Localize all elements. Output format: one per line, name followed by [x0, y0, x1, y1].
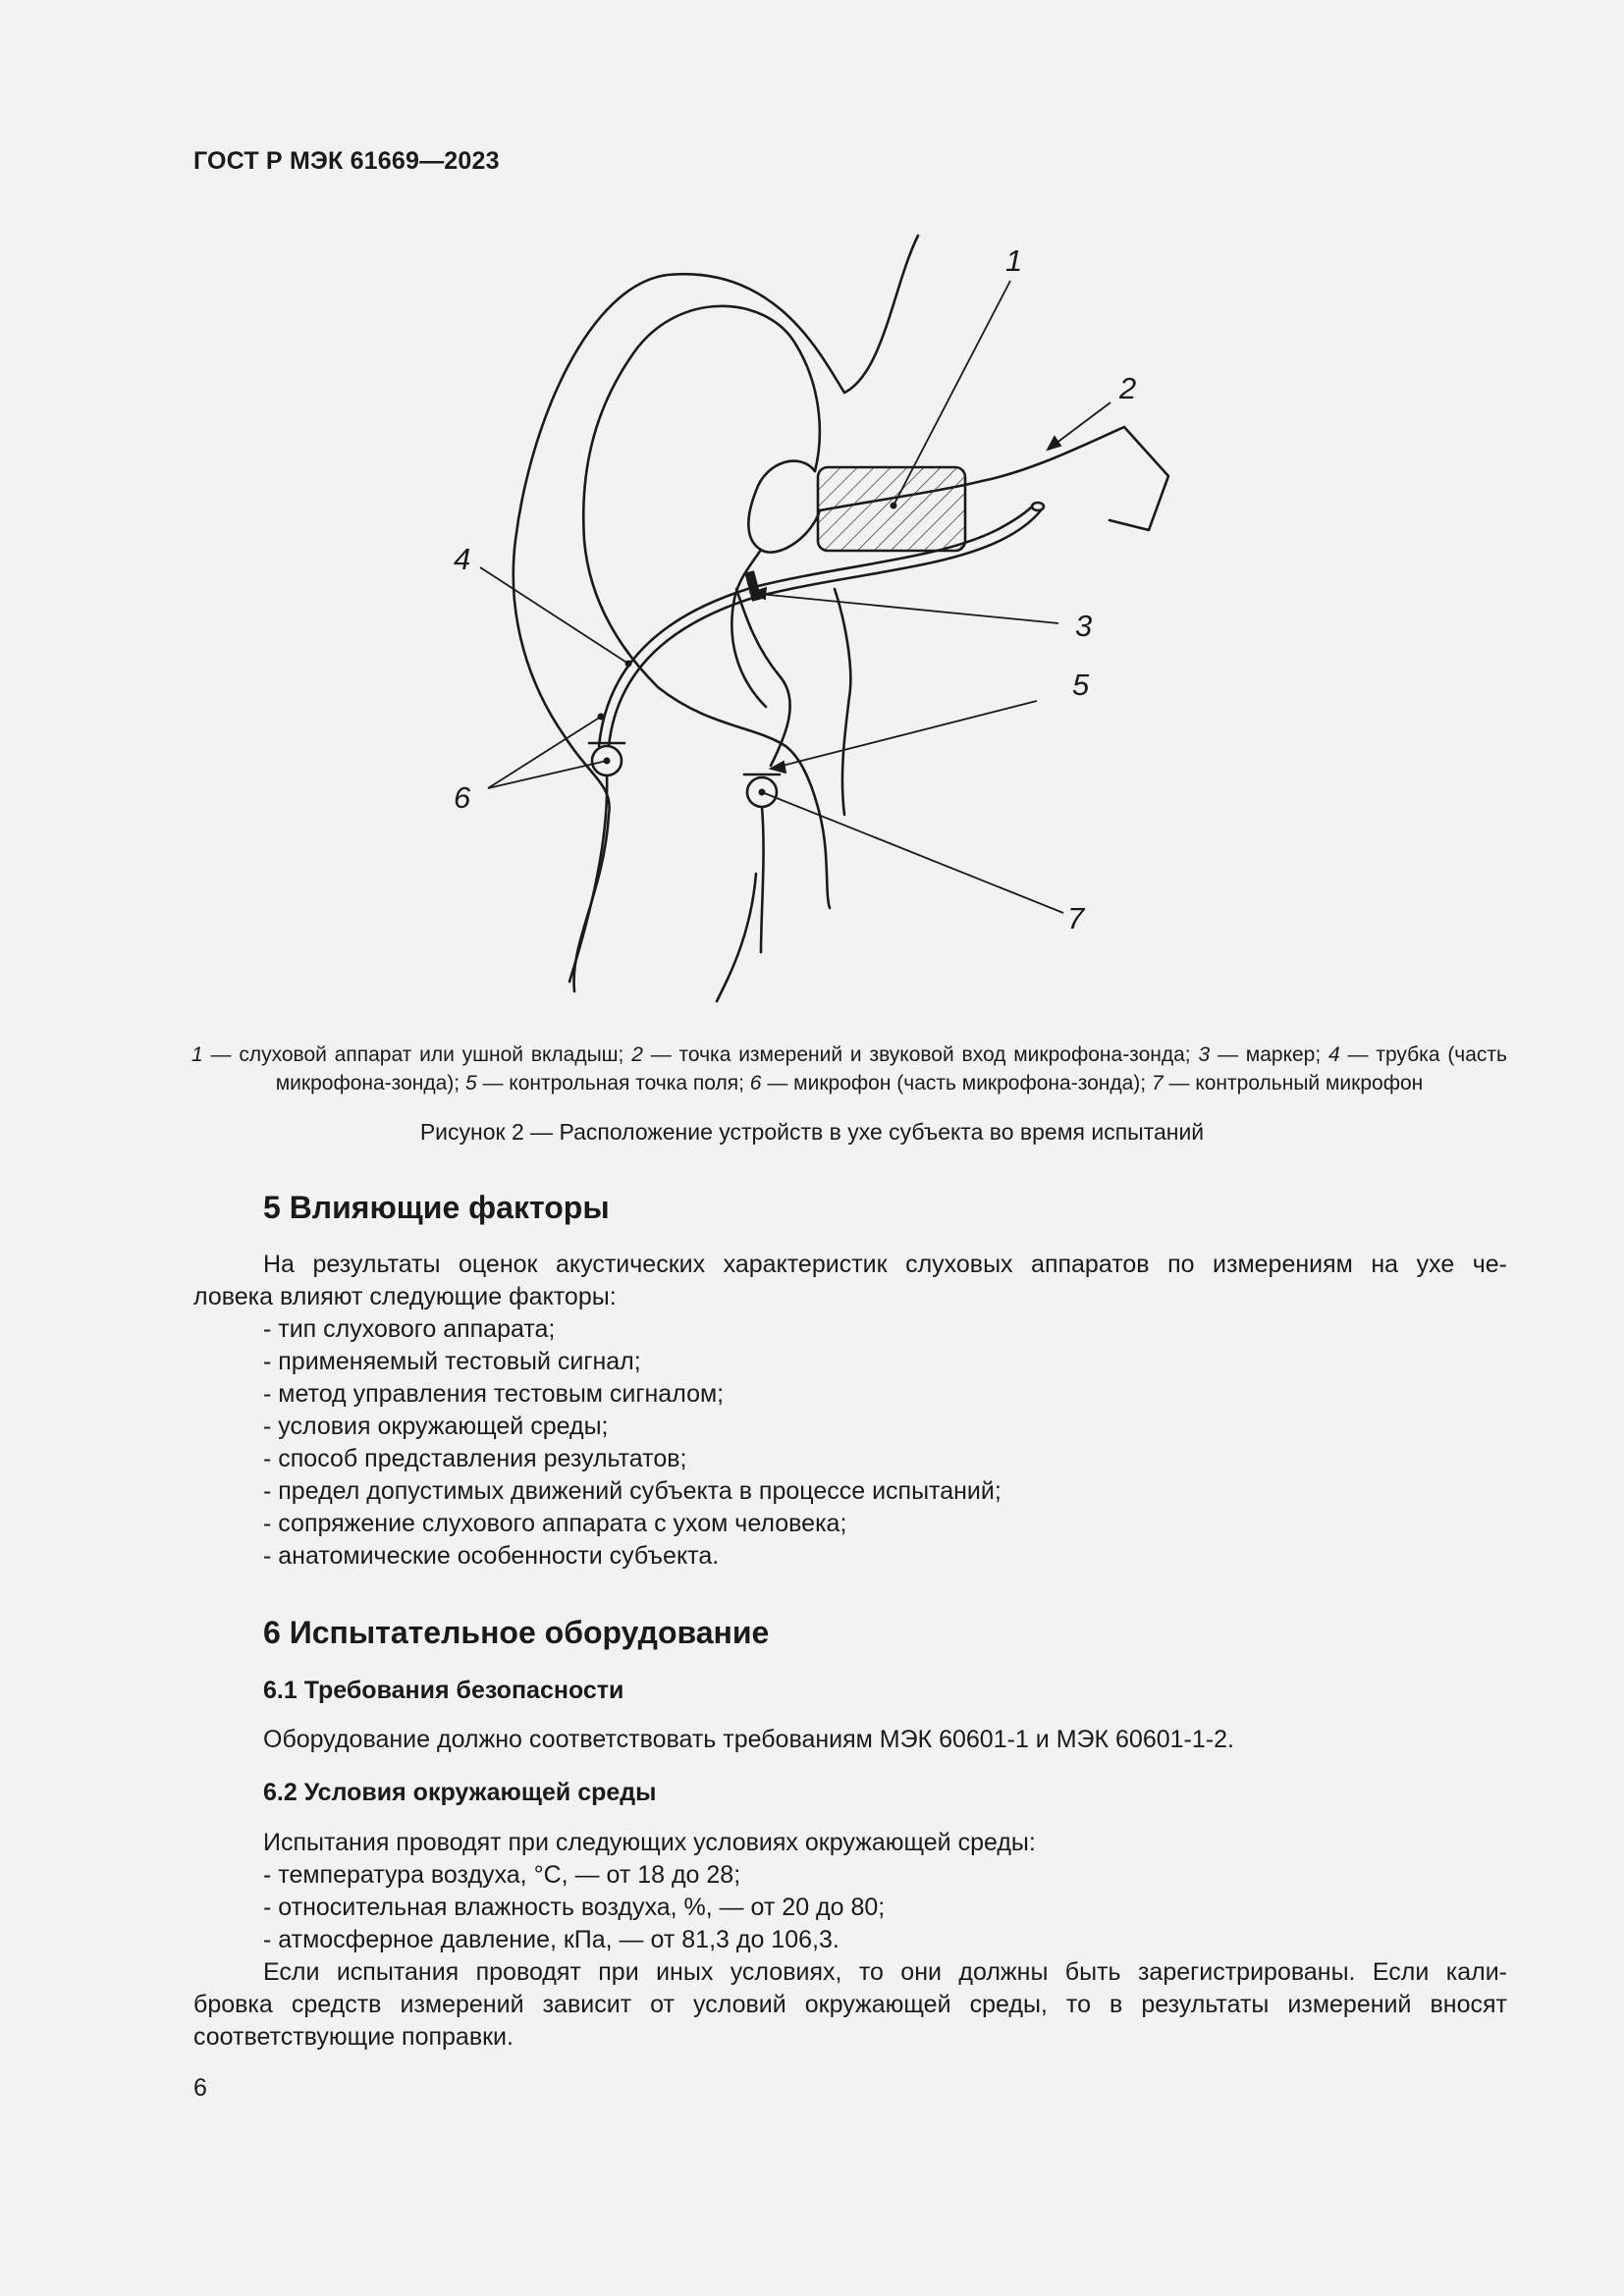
ear-figure: [432, 226, 1198, 1021]
list-item: - относительная влажность воздуха, %, — от 20 до 80;: [263, 1894, 886, 1921]
ear-antihelix: [748, 461, 820, 553]
list-item: - сопряжение слухового аппарата с ухом человека;: [263, 1510, 847, 1537]
face-line: [717, 874, 756, 1001]
page-number: 6: [193, 2074, 207, 2102]
document-header: ГОСТ Р МЭК 61669—2023: [193, 147, 500, 175]
section-6-2-conditions-list: [263, 1859, 885, 1956]
section-5-factor-list: [263, 1313, 1001, 1573]
list-item: - применяемый тестовый сигнал;: [263, 1348, 641, 1375]
section-6-2-title: 6.2 Условия окружающей среды: [263, 1779, 657, 1806]
section-6-1-title: 6.1 Требования безопасности: [263, 1677, 624, 1704]
hearing-aid: [818, 467, 965, 551]
section-6-1-text: Оборудование должно соответствовать требованиям МЭК 60601-1 и МЭК 60601-1-2.: [263, 1726, 1234, 1753]
list-item: - температура воздуха, °С, — от 18 до 28;: [263, 1861, 741, 1889]
label-4: 4: [454, 542, 471, 576]
section-6-2-para-line1: Если испытания проводят при иных условиях, то они должны быть зарегистрированы. Если кали-: [263, 1958, 1507, 1986]
list-item: - предел допустимых движений субъекта в процессе испытаний;: [263, 1477, 1001, 1505]
label-3: 3: [1075, 609, 1093, 643]
reference-mic-cable: [761, 807, 764, 952]
figure-caption: Рисунок 2 — Расположение устройств в ухе субъекта во время испытаний: [419, 1119, 1205, 1145]
figure-legend: 1 — слуховой аппарат или ушной вкладыш; 2 — точка измерений и звуковой вход микрофона-зонда; 3 — маркер; 4 — трубка (часть микрофона-зонда); 5 — контрольная точка поля; 6 — микрофон (часть микрофона-зонда); 7 — контрольный микрофон: [191, 1043, 1507, 1095]
list-item: - условия окружающей среды;: [263, 1413, 609, 1440]
label-6: 6: [454, 780, 471, 815]
label-1: 1: [1005, 243, 1023, 278]
ear-inner-helix: [583, 306, 830, 908]
section-6-title: 6 Испытательное оборудование: [263, 1615, 770, 1650]
section-5-title: 5 Влияющие факторы: [263, 1190, 610, 1225]
section-5-intro-line2: ловека влияют следующие факторы:: [193, 1283, 617, 1310]
section-5-intro-line1: На результаты оценок акустических характеристик слуховых аппаратов по измерениям на ухе че-: [263, 1251, 1507, 1278]
ear-outer-outline: [514, 236, 918, 991]
ear-tragus: [835, 589, 850, 815]
label-5: 5: [1072, 667, 1090, 702]
probe-mic-cable: [569, 775, 607, 982]
section-6-2-para-line2: бровка средств измерений зависит от условий окружающей среды, то в результаты измерений вносят: [193, 1991, 1507, 2018]
section-6-2-para-line3: соответствующие поправки.: [193, 2023, 514, 2051]
label-7: 7: [1067, 901, 1085, 935]
label-2: 2: [1119, 371, 1137, 405]
list-item: - анатомические особенности субъекта.: [263, 1542, 720, 1570]
list-item: - атмосферное давление, кПа, — от 81,3 до 106,3.: [263, 1926, 839, 1953]
list-item: - способ представления результатов;: [263, 1445, 687, 1472]
list-item: - тип слухового аппарата;: [263, 1315, 556, 1343]
probe-tube-tip: [1032, 503, 1044, 510]
section-6-2-intro: Испытания проводят при следующих условиях окружающей среды:: [263, 1829, 1036, 1856]
legend-num: 1: [191, 1043, 203, 1066]
list-item: - метод управления тестовым сигналом;: [263, 1380, 725, 1408]
